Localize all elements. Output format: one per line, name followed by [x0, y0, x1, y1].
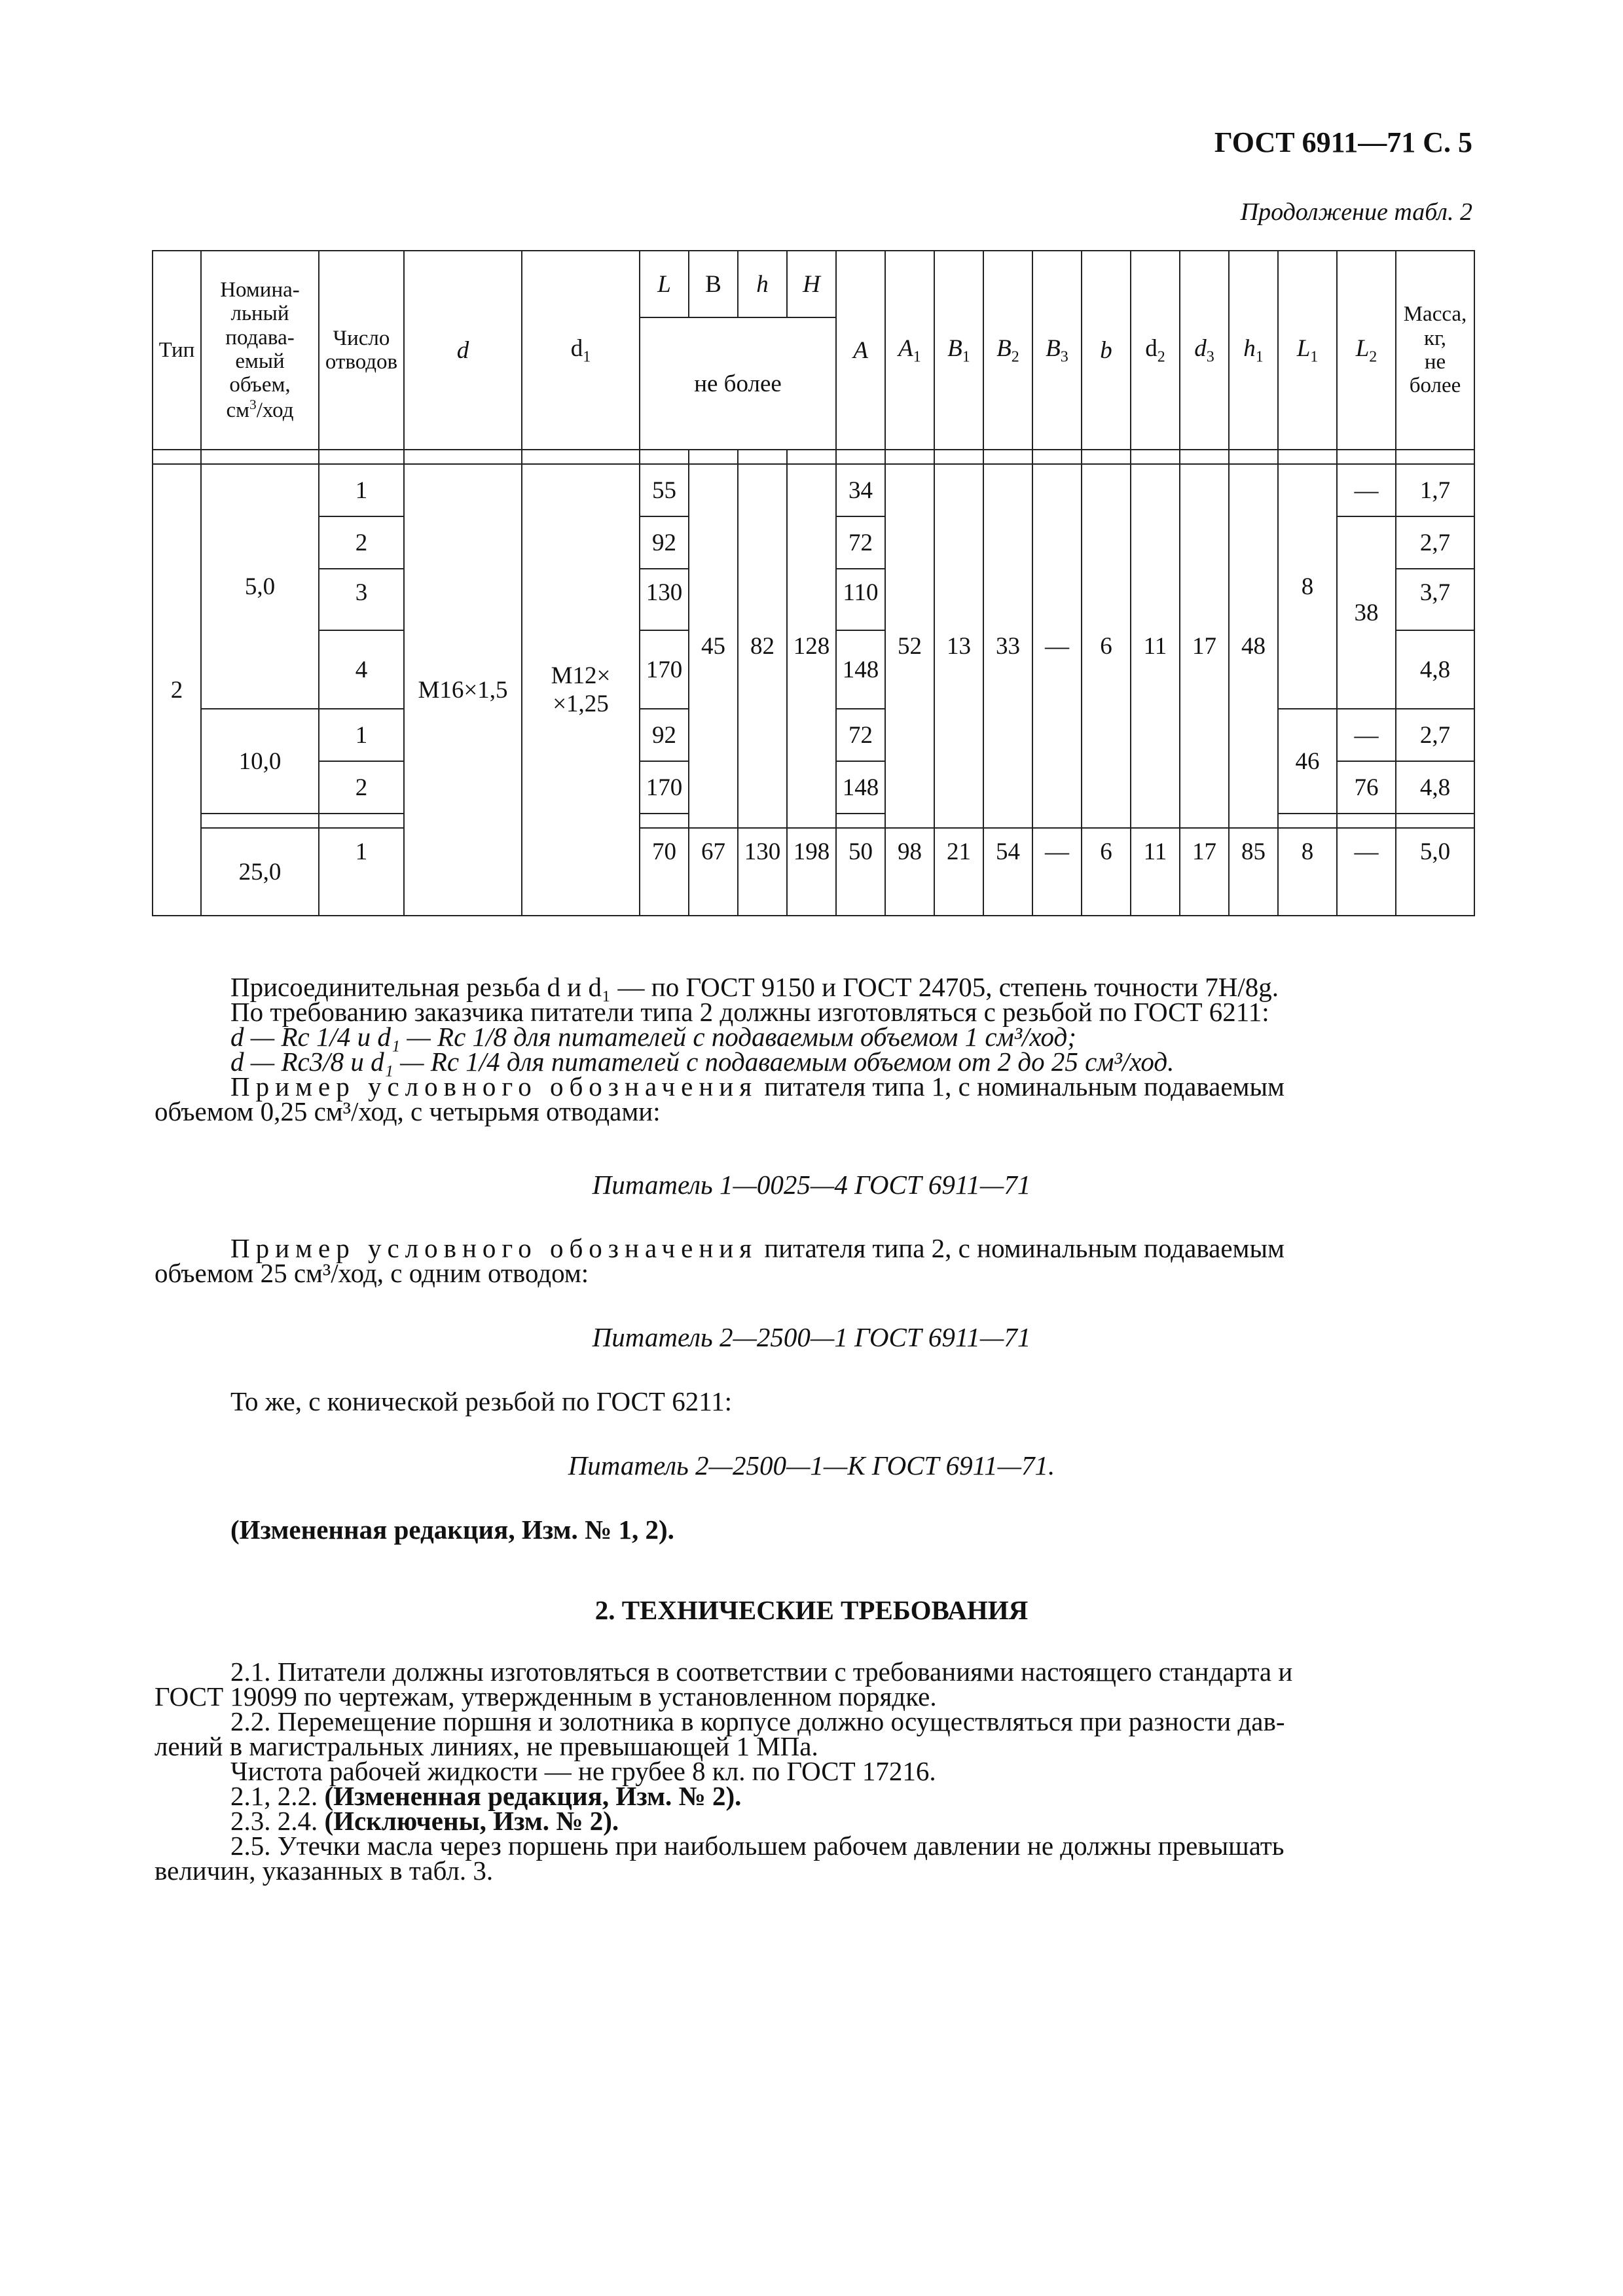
- col-L-header: L: [640, 251, 689, 317]
- clause-2-1-cont: ГОСТ 19099 по чертежам, утвержденным в установленном порядке.: [155, 1681, 937, 1712]
- col-d2-header: $d_2$: [1131, 251, 1180, 450]
- cell-b: 6: [1082, 464, 1131, 828]
- clause-2-3-2-4-note: 2.3. 2.4. (Исключены, Изм. № 2).: [230, 1806, 619, 1836]
- col-d3-header: $d_3$: [1180, 251, 1229, 450]
- cell-mass: 4,8: [1396, 761, 1474, 814]
- cell-L: 170: [640, 761, 689, 814]
- clause-2-5-cont: величин, указанных в табл. 3.: [155, 1856, 494, 1886]
- conical-thread-line-1: d — Rc 1/4 и d₁ — Rc 1/8 для питателей с подаваемым объемом 1 см³/ход;: [230, 1022, 1076, 1052]
- cell-d2: 11: [1131, 828, 1180, 916]
- conical-thread-line-2: d — Rc3/8 и d₁ — Rc 1/4 для питателей с подаваемым объемом от 2 до 25 см³/ход.: [230, 1047, 1175, 1077]
- cell-A: 148: [836, 630, 885, 709]
- col-L1-header: $L_1$: [1278, 251, 1337, 450]
- clause-2-1: 2.1. Питатели должны изготовляться в соответствии с требованиями настоящего стандарта и: [230, 1657, 1293, 1687]
- cell-b: 6: [1082, 828, 1131, 916]
- cell-d1: M12× ×1,25: [522, 464, 640, 916]
- col-b-header: b: [1082, 251, 1131, 450]
- col-B-header: B: [689, 251, 738, 317]
- cell-L: 92: [640, 516, 689, 569]
- cell-B1: 13: [934, 464, 983, 828]
- cell-L: 55: [640, 464, 689, 516]
- thread-note: Присоединительная резьба d и d₁ — по ГОСТ 9150 и ГОСТ 24705, степень точности 7H/8g.: [230, 972, 1279, 1002]
- cell-A1: 98: [885, 828, 934, 916]
- col-outlets-header: Число отводов: [319, 251, 404, 450]
- cell-B3: —: [1032, 464, 1082, 828]
- col-d-header: d: [404, 251, 522, 450]
- col-B3-header: $B_3$: [1032, 251, 1082, 450]
- cell-L: 170: [640, 630, 689, 709]
- example-1: Пример условного обозначения питателя типа 1, с номинальным подаваемым: [230, 1071, 1285, 1102]
- cell-d3: 17: [1180, 828, 1229, 916]
- cell-outlets: 1: [319, 464, 404, 516]
- cell-mass: 4,8: [1396, 630, 1474, 709]
- cell-outlets: 1: [319, 828, 404, 916]
- col-d1-header: $d_1$: [522, 251, 640, 450]
- cell-h: 82: [738, 464, 787, 828]
- cell-B2: 33: [983, 464, 1032, 828]
- cell-B1: 21: [934, 828, 983, 916]
- cell-A: 110: [836, 569, 885, 630]
- cell-mass: 1,7: [1396, 464, 1474, 516]
- page-header: ГОСТ 6911—71 С. 5: [1214, 126, 1472, 158]
- cell-H: 198: [787, 828, 836, 916]
- cell-L: 92: [640, 709, 689, 761]
- cell-A: 50: [836, 828, 885, 916]
- cell-L1: 8: [1278, 828, 1337, 916]
- col-mass-header: Масса, кг, не более: [1396, 251, 1474, 450]
- col-B2-header: $B_2$: [983, 251, 1032, 450]
- col-h-header: h: [738, 251, 787, 317]
- table-row: [153, 464, 1474, 516]
- example-2: Пример условного обозначения питателя типа 2, с номинальным подаваемым: [230, 1233, 1285, 1263]
- cell-L2: 38: [1337, 516, 1396, 709]
- table-continuation-label: Продолжение табл. 2: [1240, 198, 1472, 226]
- cell-L1: 8: [1278, 464, 1337, 709]
- table-row: [153, 828, 1474, 916]
- cell-B: 67: [689, 828, 738, 916]
- cell-outlets: 4: [319, 630, 404, 709]
- cell-outlets: 1: [319, 709, 404, 761]
- amendment-note: (Измененная редакция, Изм. № 1, 2).: [230, 1515, 674, 1545]
- cell-h: 130: [738, 828, 787, 916]
- cell-L2: 76: [1337, 761, 1396, 814]
- cell-A: 148: [836, 761, 885, 814]
- clause-2-5: 2.5. Утечки масла через поршень при наибольшем рабочем давлении не должны превышать: [230, 1831, 1285, 1861]
- cell-H: 128: [787, 464, 836, 828]
- cell-mass: 2,7: [1396, 516, 1474, 569]
- cell-volume: 25,0: [201, 828, 319, 916]
- table-2: [152, 250, 1475, 916]
- col-B1-header: $B_1$: [934, 251, 983, 450]
- cell-mass: 5,0: [1396, 828, 1474, 916]
- clause-2-1-2-2-note: 2.1, 2.2. (Измененная редакция, Изм. № 2).: [230, 1781, 742, 1811]
- cell-L1: 46: [1278, 709, 1337, 814]
- cell-type: 2: [153, 464, 201, 916]
- col-A1-header: $A_1$: [885, 251, 934, 450]
- cell-outlets: 2: [319, 516, 404, 569]
- cell-L2: —: [1337, 464, 1396, 516]
- example-2-designation: Питатель 2—2500—1 ГОСТ 6911—71: [592, 1322, 1031, 1352]
- cell-L: 70: [640, 828, 689, 916]
- col-L2-header: $L_2$: [1337, 251, 1396, 450]
- col-type-header: Тип: [153, 251, 201, 450]
- cell-B3: —: [1032, 828, 1082, 916]
- cell-A: 34: [836, 464, 885, 516]
- cell-h1: 85: [1229, 828, 1278, 916]
- col-h1-header: $h_1$: [1229, 251, 1278, 450]
- section-title: 2. ТЕХНИЧЕСКИЕ ТРЕБОВАНИЯ: [594, 1595, 1029, 1625]
- cell-A: 72: [836, 516, 885, 569]
- cell-volume: 5,0: [201, 464, 319, 709]
- cell-d3: 17: [1180, 464, 1229, 828]
- cell-outlets: 3: [319, 569, 404, 630]
- col-A-header: A: [836, 251, 885, 450]
- fluid-cleanliness: Чистота рабочей жидкости — не грубее 8 кл. по ГОСТ 17216.: [230, 1756, 936, 1786]
- clause-2-2: 2.2. Перемещение поршня и золотника в корпусе должно осуществляться при разности дав-: [230, 1706, 1285, 1736]
- cell-volume: 10,0: [201, 709, 319, 814]
- cell-B: 45: [689, 464, 738, 828]
- cell-mass: 2,7: [1396, 709, 1474, 761]
- cell-A1: 52: [885, 464, 934, 828]
- cell-d2: 11: [1131, 464, 1180, 828]
- cell-L: 130: [640, 569, 689, 630]
- same-conical-note: То же, с конической резьбой по ГОСТ 6211:: [230, 1386, 733, 1416]
- cell-mass: 3,7: [1396, 569, 1474, 630]
- customer-requirement: По требованию заказчика питатели типа 2 должны изготовляться с резьбой по ГОСТ 6211:: [230, 997, 1269, 1027]
- cell-B2: 54: [983, 828, 1032, 916]
- example-1-line-2: объемом 0,25 см³/ход, с четырьмя отводами:: [155, 1096, 661, 1126]
- cell-L2: —: [1337, 709, 1396, 761]
- cell-outlets: 2: [319, 761, 404, 814]
- example-1-designation: Питатель 1—0025—4 ГОСТ 6911—71: [592, 1170, 1031, 1200]
- cell-L2: —: [1337, 828, 1396, 916]
- clause-2-2-cont: лений в магистральных линиях, не превышающей 1 МПа.: [155, 1731, 818, 1761]
- example-3-designation: Питатель 2—2500—1—К ГОСТ 6911—71.: [568, 1450, 1055, 1480]
- example-2-line-2: объемом 25 см³/ход, с одним отводом:: [155, 1258, 589, 1288]
- cell-d: M16×1,5: [404, 464, 522, 916]
- cell-A: 72: [836, 709, 885, 761]
- table-header-row: [153, 251, 1474, 317]
- cell-h1: 48: [1229, 464, 1278, 828]
- not-more-header: не более: [640, 317, 836, 450]
- table-spacer: [153, 450, 1474, 464]
- col-H-header: H: [787, 251, 836, 317]
- col-volume-header: Номина- льный подава- емый объем, $см^3$/ход: [201, 251, 319, 450]
